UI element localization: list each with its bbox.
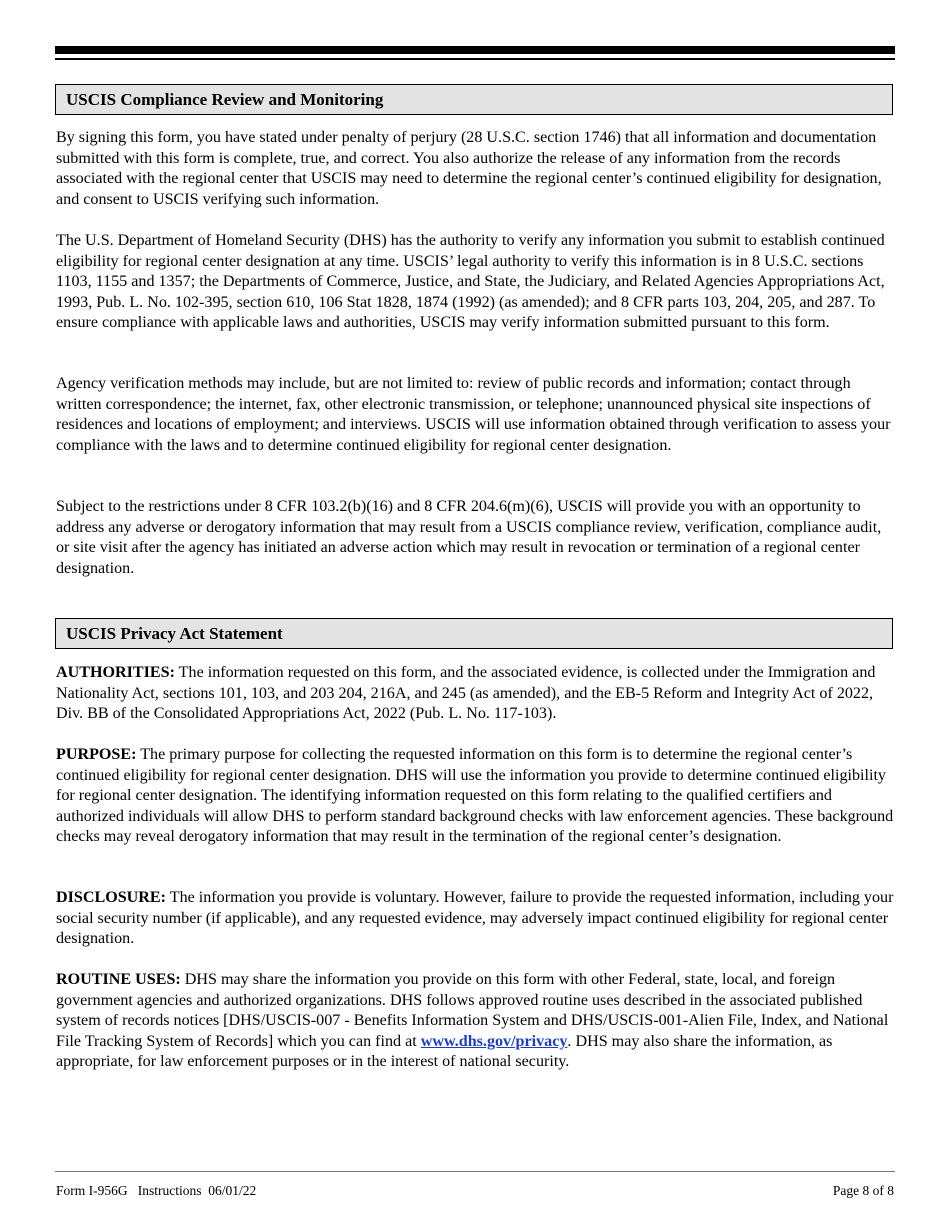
dhs-privacy-link[interactable]: www.dhs.gov/privacy — [420, 1032, 568, 1050]
footer-page-number: Page 8 of 8 — [832, 1183, 894, 1198]
authorities-label: AUTHORITIES: — [56, 664, 175, 681]
disclosure-label: DISCLOSURE: — [56, 889, 167, 906]
top-rule-thin — [55, 58, 895, 60]
purpose-text: The primary purpose for collecting the requested information on this form is to determine the regional center’s continued eligibility for regional center designation. DHS will use the information you provide to determine continued eligibility for regional center designation. The identifying information requested on this form relating to the qualified certifiers and authorized individuals will allow DHS to perform standard background checks with law enforcement agencies. These background checks may reveal derogatory information that may result in the termination of the regional center’s designation. — [56, 746, 894, 846]
routine-uses-label: ROUTINE USES: — [56, 971, 181, 988]
compliance-paragraph-4: Subject to the restrictions under 8 CFR 103.2(b)(16) and 8 CFR 204.6(m)(6), USCIS will provide you with an opportunity to address any adverse or derogatory information that may result from a USCIS compliance review, verification, compliance audit, or site visit after the agency has initiated an adverse action which may result in revocation or termination of a regional center designation. — [56, 498, 882, 577]
authorities-paragraph — [56, 663, 894, 725]
top-rule-thick — [55, 46, 895, 54]
purpose-label: PURPOSE: — [56, 746, 137, 763]
routine-uses-text: DHS may share the information you provide on this form with other Federal, state, local, and foreign government agencies and authorized organizations. DHS follows approved routine uses described in the associated published system of records notices [DHS/USCIS-007 - Benefits Information System and DHS/USCIS-001-Alien File, Index, and National File Tracking System of Records] which you can find at — [56, 971, 889, 1050]
footer-rule — [55, 1171, 895, 1172]
purpose-paragraph — [56, 745, 894, 848]
footer-form-id: Form I-956G Instructions 06/01/22 — [56, 1183, 257, 1198]
compliance-section-header: USCIS Compliance Review and Monitoring — [55, 84, 893, 115]
disclosure-text: The information you provide is voluntary. However, failure to provide the requested information, including your social security number (if applicable), and any requested evidence, may adversely impact continued eligibility for regional center designation. — [56, 889, 894, 948]
disclosure-paragraph — [56, 888, 894, 950]
routine-uses-paragraph — [56, 970, 894, 1073]
privacy-section-header: USCIS Privacy Act Statement — [55, 618, 893, 649]
compliance-paragraph-1: By signing this form, you have stated under penalty of perjury (28 U.S.C. section 1746) that all information and documentation submitted with this form is complete, true, and correct. You also authorize the release of any information from the records associated with the regional center that USCIS may need to determine the regional center’s continued eligibility for designation, and consent to USCIS verifying such information. — [56, 129, 882, 208]
authorities-text: The information requested on this form, and the associated evidence, is collected under the Immigration and Nationality Act, sections 101, 103, and 203 204, 216A, and 245 (as amended), and the EB-5 Reform and Integrity Act of 2022, Div. BB of the Consolidated Appropriations Act, 2022 (Pub. L. No. 117-103). — [56, 664, 876, 723]
routine-uses-text-end: . DHS may also share the information, as appropriate, for law enforcement purposes or in the interest of national security. — [56, 1032, 833, 1071]
compliance-paragraph-3: Agency verification methods may include, but are not limited to: review of public records and information; contact through written correspondence; the internet, fax, other electronic transmission, or telephone; unannounced physical site inspections of residences and locations of employment; and interviews. USCIS will use information obtained through verification to assess your compliance with the laws and to determine continued eligibility for regional center designation. — [56, 375, 891, 454]
compliance-paragraph-2: The U.S. Department of Homeland Security (DHS) has the authority to verify any information you submit to establish continued eligibility for regional center designation at any time. USCIS’ legal authority to verify this information is in 8 U.S.C. sections 1103, 1155 and 1357; the Departments of Commerce, Justice, and State, the Judiciary, and Related Agencies Appropriations Act, 1993, Pub. L. No. 102-395, section 610, 106 Stat 1828, 1874 (1992) (as amended); and 8 CFR parts 103, 204, 205, and 287. To ensure compliance with applicable laws and authorities, USCIS may verify information submitted pursuant to this form. — [56, 232, 885, 332]
